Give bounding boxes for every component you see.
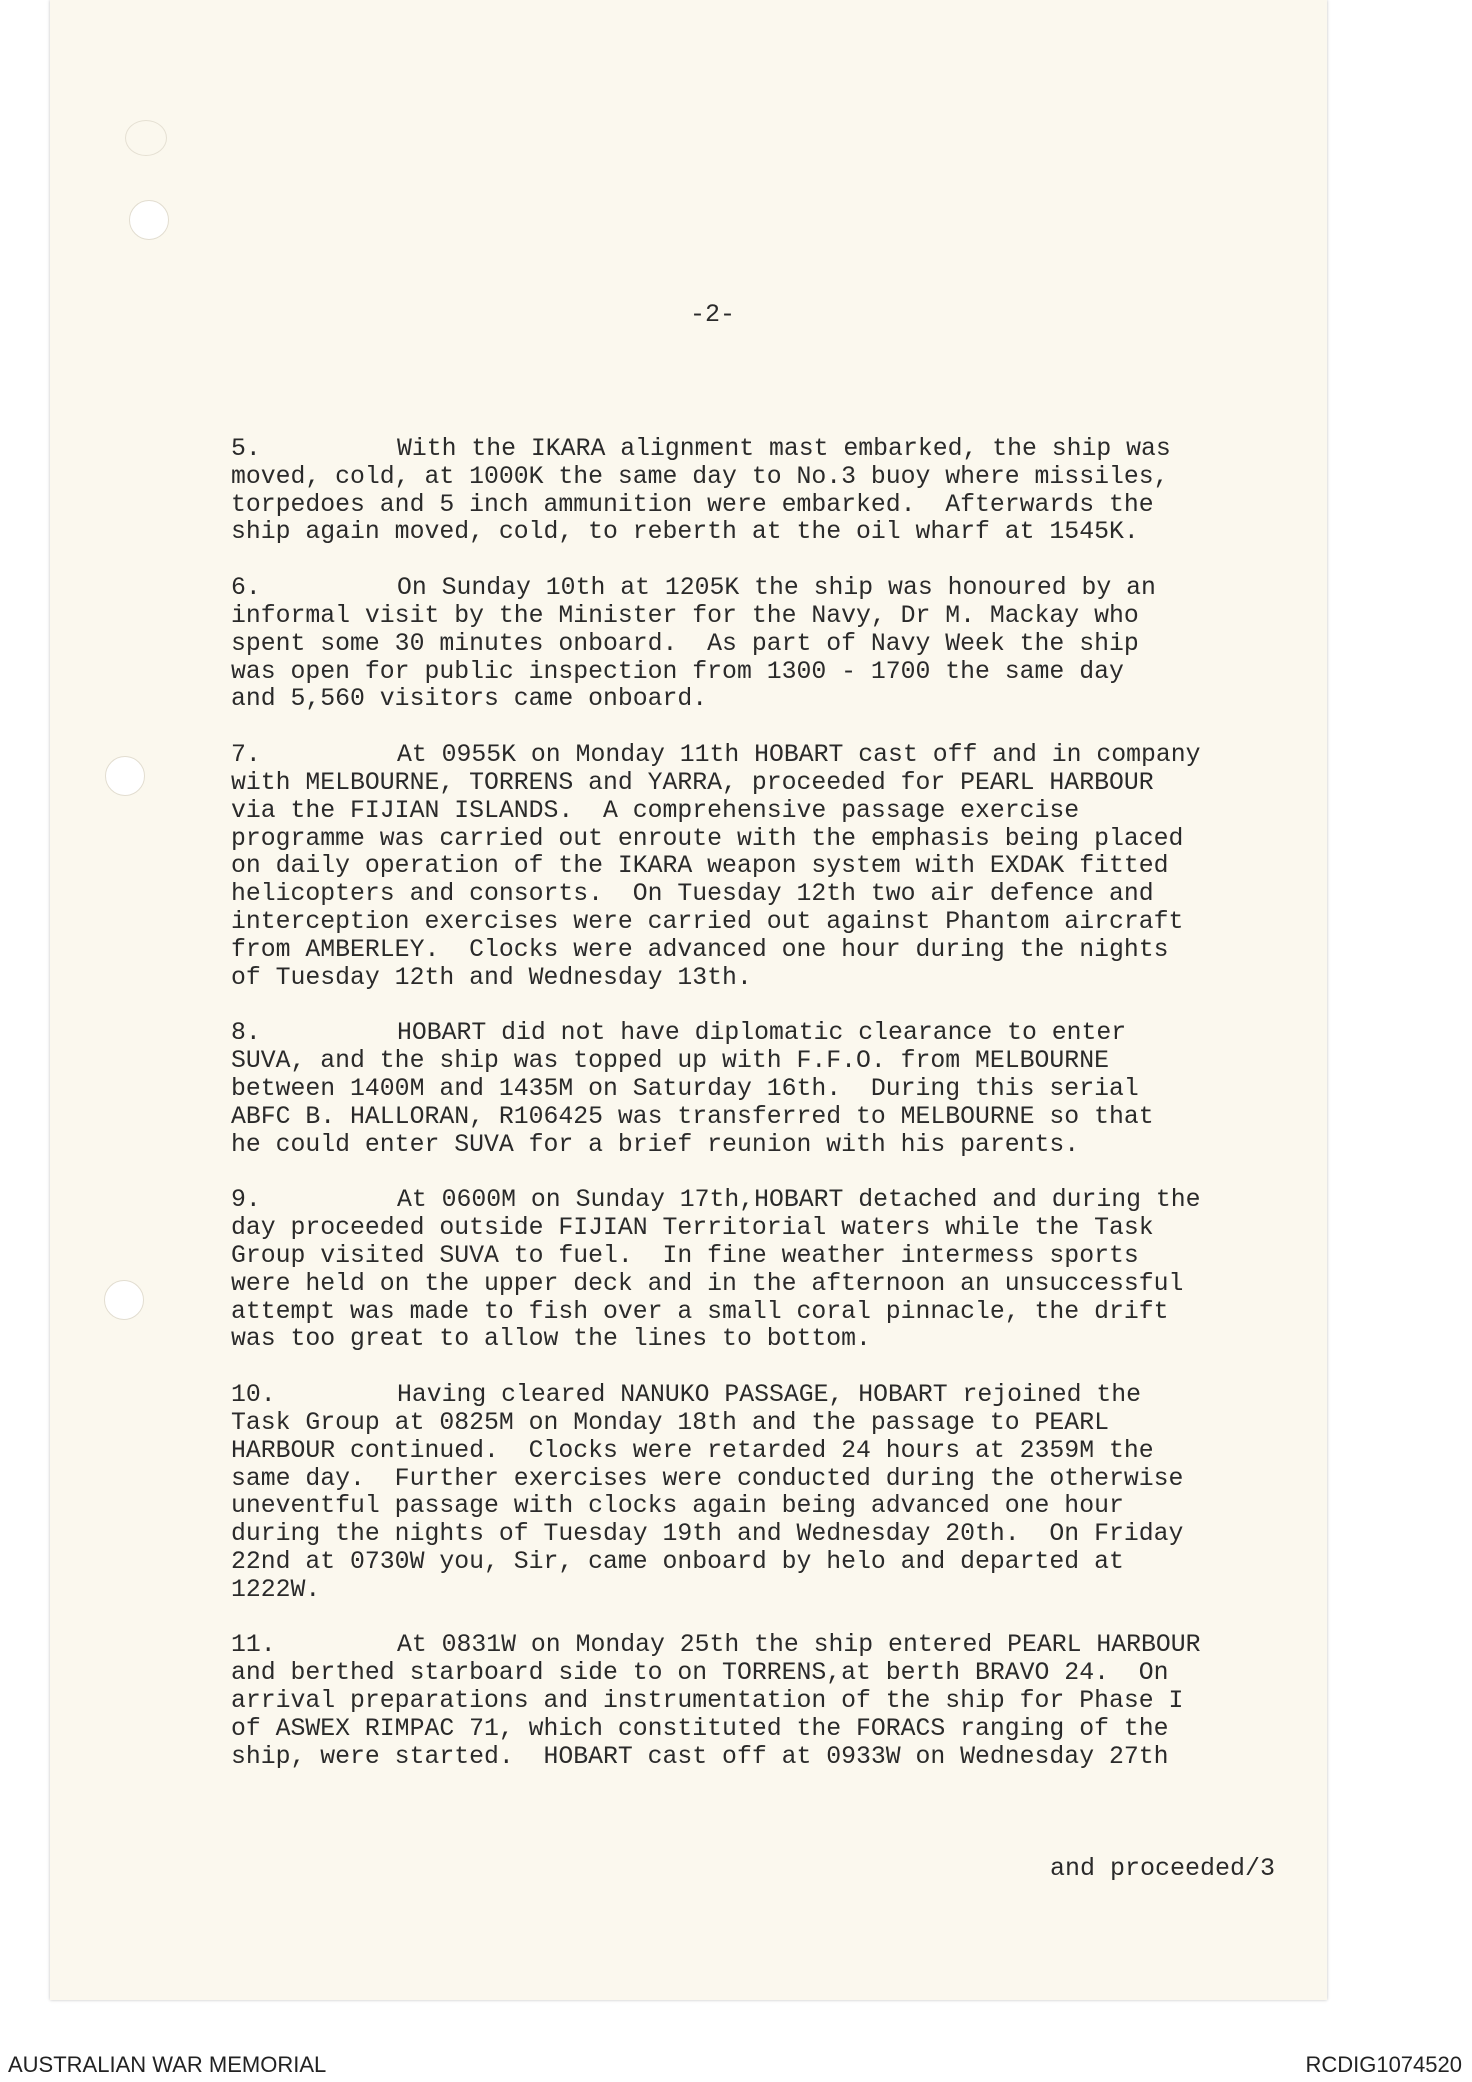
paragraph-number: 9. <box>231 1186 261 1215</box>
text-line <box>231 1020 1351 1048</box>
footer-archive-name: AUSTRALIAN WAR MEMORIAL <box>8 2052 327 2077</box>
line-text: via the FIJIAN ISLANDS. A comprehensive passage exercise <box>231 796 1080 825</box>
line-text: ship, were started. HOBART cast off at 0933W on Wednesday 27th <box>231 1742 1169 1771</box>
line-text: and berthed starboard side to on TORRENS,at berth BRAVO 24. On <box>231 1659 1169 1688</box>
text-line <box>231 492 1351 520</box>
line-text: At 0955K on Monday 11th HOBART cast off and in company <box>397 741 1201 770</box>
text-line <box>231 1521 1351 1549</box>
line-text: At 0600M on Sunday 17th,HOBART detached and during the <box>397 1186 1201 1215</box>
paragraph-number: 5. <box>231 435 261 463</box>
text-line <box>231 1076 1351 1104</box>
text-line <box>231 464 1351 492</box>
text-line <box>231 1716 1351 1744</box>
line-text: Group visited SUVA to fuel. In fine weather intermess sports <box>231 1241 1139 1270</box>
text-line <box>231 881 1351 909</box>
line-text: Having cleared NANUKO PASSAGE, HOBART rejoined the <box>397 1381 1142 1410</box>
line-text: was open for public inspection from 1300 - 1700 the same day <box>231 657 1124 686</box>
line-text: attempt was made to fish over a small coral pinnacle, the drift <box>231 1297 1169 1326</box>
line-text: interception exercises were carried out against Phantom aircraft <box>231 907 1184 936</box>
text-line <box>231 1187 1351 1215</box>
line-text: informal visit by the Minister for the Navy, Dr M. Mackay who <box>231 601 1139 630</box>
line-text: ABFC B. HALLORAN, R106425 was transferred to MELBOURNE so that <box>231 1102 1154 1131</box>
text-line <box>231 519 1351 547</box>
line-text: moved, cold, at 1000K the same day to No.3 buoy where missiles, <box>231 462 1169 491</box>
text-line <box>231 1660 1351 1688</box>
line-text: he could enter SUVA for a brief reunion with his parents. <box>231 1130 1080 1159</box>
text-line <box>231 965 1351 993</box>
line-text: was too great to allow the lines to bottom. <box>231 1325 871 1354</box>
punch-hole-middle <box>105 756 145 796</box>
paragraph <box>231 1187 1351 1354</box>
paragraph <box>231 436 1351 547</box>
footer-record-id: RCDIG1074520 <box>1305 2052 1462 2077</box>
document-page <box>50 0 1327 2000</box>
punch-hole-top <box>129 200 169 240</box>
text-line <box>231 1410 1351 1438</box>
text-line <box>231 631 1351 659</box>
text-line <box>231 1493 1351 1521</box>
paragraph-number: 8. <box>231 1019 261 1048</box>
text-line <box>231 1215 1351 1243</box>
line-text: 22nd at 0730W you, Sir, came onboard by helo and departed at <box>231 1547 1124 1576</box>
line-text: HARBOUR continued. Clocks were retarded 24 hours at 2359M the <box>231 1436 1154 1465</box>
paper-stain <box>125 120 167 156</box>
text-line <box>231 1104 1351 1132</box>
line-text: programme was carried out enroute with the emphasis being placed <box>231 824 1184 853</box>
text-line <box>231 659 1351 687</box>
text-line <box>231 1048 1351 1076</box>
page-number: -2- <box>690 300 736 329</box>
line-text: With the IKARA alignment mast embarked, the ship was <box>397 435 1171 463</box>
line-text: spent some 30 minutes onboard. As part of Navy Week the ship <box>231 629 1139 658</box>
line-text: day proceeded outside FIJIAN Territorial waters while the Task <box>231 1214 1154 1243</box>
line-text: uneventful passage with clocks again being advanced one hour <box>231 1492 1124 1521</box>
paragraph <box>231 575 1351 714</box>
text-line <box>231 603 1351 631</box>
text-line <box>231 798 1351 826</box>
text-line <box>231 575 1351 603</box>
paragraph-number: 6. <box>231 574 261 603</box>
paragraph <box>231 1632 1351 1771</box>
text-line <box>231 686 1351 714</box>
paragraph-number: 10. <box>231 1381 276 1410</box>
line-text: At 0831W on Monday 25th the ship entered PEARL HARBOUR <box>397 1631 1201 1660</box>
line-text: between 1400M and 1435M on Saturday 16th. During this serial <box>231 1074 1139 1103</box>
line-text: helicopters and consorts. On Tuesday 12th two air defence and <box>231 880 1154 909</box>
text-line <box>231 1326 1351 1354</box>
line-text: and 5,560 visitors came onboard. <box>231 685 708 714</box>
text-line <box>231 1632 1351 1660</box>
text-line <box>231 1382 1351 1410</box>
line-text: of Tuesday 12th and Wednesday 13th. <box>231 963 752 992</box>
text-line <box>231 1744 1351 1772</box>
document-body <box>231 436 1351 1799</box>
line-text: SUVA, and the ship was topped up with F.F.O. from MELBOURNE <box>231 1047 1109 1076</box>
text-line <box>231 1577 1351 1605</box>
text-line <box>231 1299 1351 1327</box>
line-text: were held on the upper deck and in the afternoon an unsuccessful <box>231 1269 1184 1298</box>
text-line <box>231 1271 1351 1299</box>
text-line <box>231 853 1351 881</box>
text-line <box>231 436 1351 464</box>
text-line <box>231 1438 1351 1466</box>
text-line <box>231 742 1351 770</box>
line-text: with MELBOURNE, TORRENS and YARRA, proceeded for PEARL HARBOUR <box>231 768 1154 797</box>
text-line <box>231 909 1351 937</box>
line-text: from AMBERLEY. Clocks were advanced one hour during the nights <box>231 935 1169 964</box>
line-text: torpedoes and 5 inch ammunition were embarked. Afterwards the <box>231 490 1154 519</box>
line-text: Task Group at 0825M on Monday 18th and the passage to PEARL <box>231 1408 1109 1437</box>
text-line <box>231 826 1351 854</box>
line-text: 1222W. <box>231 1575 321 1604</box>
catchword: and proceeded/3 <box>1050 1854 1276 1883</box>
text-line <box>231 1243 1351 1271</box>
line-text: HOBART did not have diplomatic clearance to enter <box>397 1019 1127 1048</box>
punch-hole-bottom <box>104 1280 144 1320</box>
paragraph-number: 7. <box>231 741 261 770</box>
line-text: ship again moved, cold, to reberth at the oil wharf at 1545K. <box>231 518 1139 547</box>
text-line <box>231 1132 1351 1160</box>
text-line <box>231 1466 1351 1494</box>
line-text: of ASWEX RIMPAC 71, which constituted the FORACS ranging of the <box>231 1714 1169 1743</box>
paragraph-number: 11. <box>231 1631 276 1660</box>
text-line <box>231 1549 1351 1577</box>
line-text: same day. Further exercises were conducted during the otherwise <box>231 1464 1184 1493</box>
text-line <box>231 1688 1351 1716</box>
line-text: on daily operation of the IKARA weapon system with EXDAK fitted <box>231 852 1169 881</box>
line-text: On Sunday 10th at 1205K the ship was honoured by an <box>397 574 1156 603</box>
paragraph <box>231 1020 1351 1159</box>
text-line <box>231 770 1351 798</box>
text-line <box>231 937 1351 965</box>
paragraph <box>231 1382 1351 1604</box>
line-text: during the nights of Tuesday 19th and Wednesday 20th. On Friday <box>231 1520 1184 1549</box>
line-text: arrival preparations and instrumentation of the ship for Phase I <box>231 1687 1184 1716</box>
paragraph <box>231 742 1351 992</box>
